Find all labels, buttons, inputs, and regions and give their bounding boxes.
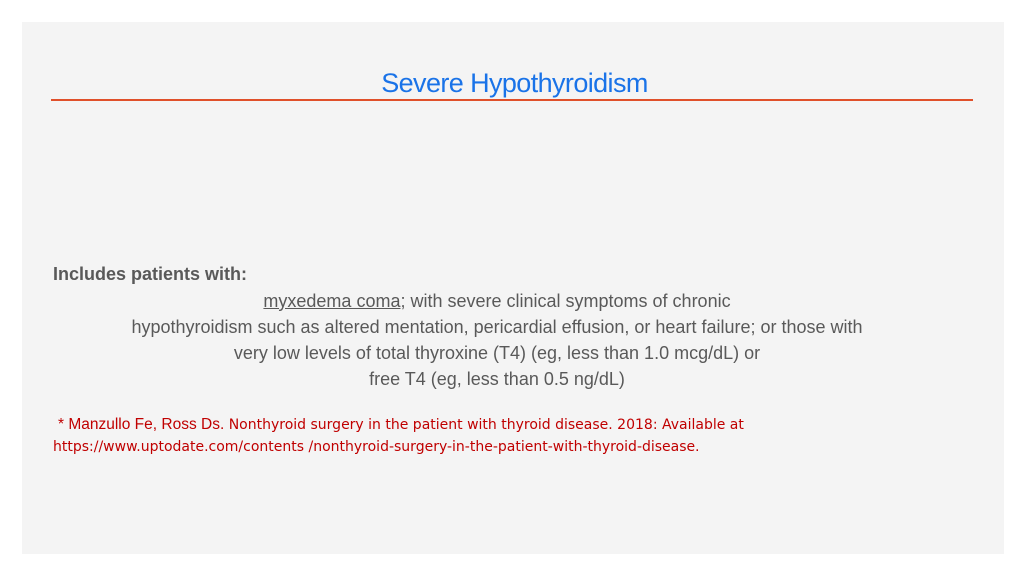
citation-title: Nonthyroid surgery in the patient with thyroid disease. 2018: Available at xyxy=(224,417,744,433)
myxedema-coma-term: myxedema coma xyxy=(263,291,401,311)
definition-text xyxy=(52,288,942,392)
slide-title: Severe Hypothyroidism xyxy=(381,68,648,98)
definition-line-1 xyxy=(52,288,942,314)
title-divider xyxy=(51,99,973,101)
definition-line-3: very low levels of total thyroxine (T4) (eg, less than 1.0 mcg/dL) or xyxy=(233,343,761,363)
definition-line-4: free T4 (eg, less than 0.5 ng/dL) xyxy=(369,369,625,389)
slide xyxy=(22,22,1004,554)
citation-url: https://www.uptodate.com/contents /nonthyroid-surgery-in-the-patient-with-thyroid-disease xyxy=(53,439,696,455)
citation-authors: * Manzullo Fe, Ross Ds. xyxy=(58,416,225,433)
definition-line-1-rest: ; with severe clinical symptoms of chronic xyxy=(400,291,731,311)
citation-line-2 xyxy=(53,436,983,458)
includes-heading: Includes patients with: xyxy=(53,264,248,284)
citation-line-1 xyxy=(53,414,983,436)
citation-end: . xyxy=(695,438,700,455)
definition-line-2: hypothyroidism such as altered mentation, pericardial effusion, or heart failure; or those with xyxy=(131,317,863,337)
citation xyxy=(53,414,983,458)
